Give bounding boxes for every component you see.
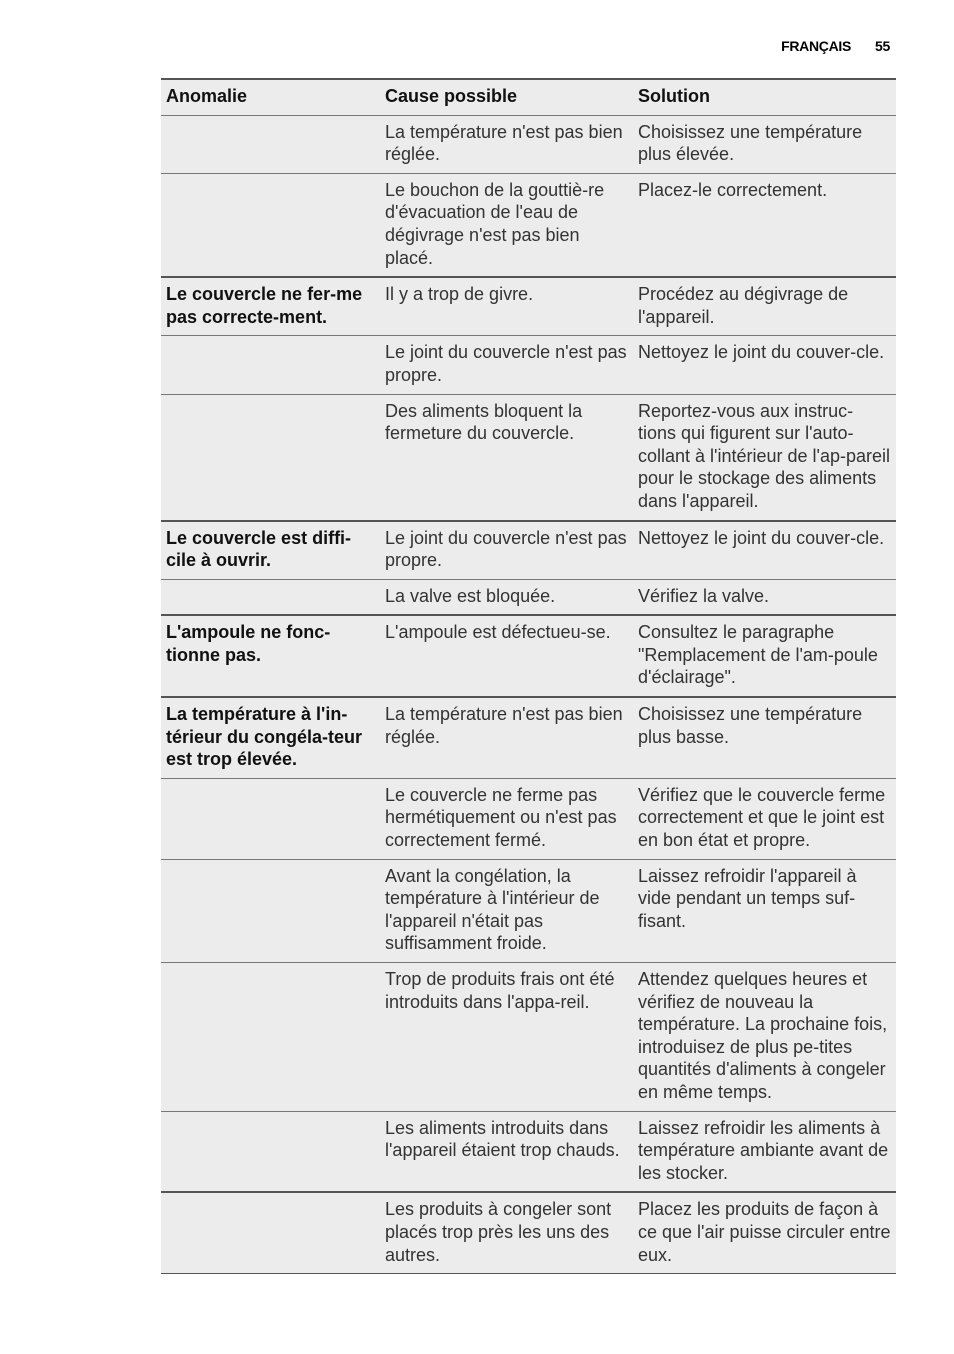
- solution-cell: Vérifiez la valve.: [633, 579, 896, 615]
- solution-cell: Laissez refroidir les aliments à température ambiante avant de les stocker.: [633, 1111, 896, 1192]
- table-row: [161, 778, 896, 859]
- column-header-solution: Solution: [633, 79, 896, 115]
- solution-cell: Vérifiez que le couvercle ferme correctement et que le joint est en bon état et propre.: [633, 778, 896, 859]
- cause-cell: Le couvercle ne ferme pas hermétiquement ou n'est pas correctement fermé.: [380, 778, 633, 859]
- cause-cell: Des aliments bloquent la fermeture du couvercle.: [380, 394, 633, 520]
- cause-cell: Le joint du couvercle n'est pas propre.: [380, 336, 633, 394]
- solution-cell: Procédez au dégivrage de l'appareil.: [633, 277, 896, 336]
- page-header: [781, 38, 890, 54]
- table-row: [161, 579, 896, 615]
- page-number: 55: [875, 38, 890, 54]
- cause-cell: Trop de produits frais ont été introduits dans l'appa-reil.: [380, 963, 633, 1112]
- table-row: [161, 394, 896, 520]
- troubleshooting-table: [161, 78, 896, 1274]
- cause-cell: Les aliments introduits dans l'appareil étaient trop chauds.: [380, 1111, 633, 1192]
- language-label: FRANÇAIS: [781, 38, 852, 54]
- anomaly-cell: [161, 579, 380, 615]
- cause-cell: La température n'est pas bien réglée.: [380, 115, 633, 173]
- anomaly-cell: [161, 1192, 380, 1273]
- anomaly-cell: L'ampoule ne fonc-tionne pas.: [161, 615, 380, 697]
- cause-cell: L'ampoule est défectueu-se.: [380, 615, 633, 697]
- cause-cell: La valve est bloquée.: [380, 579, 633, 615]
- table-row: [161, 336, 896, 394]
- anomaly-cell: [161, 859, 380, 962]
- table-header-row: [161, 79, 896, 115]
- anomaly-cell: [161, 394, 380, 520]
- anomaly-cell: [161, 173, 380, 277]
- column-header-anomaly: Anomalie: [161, 79, 380, 115]
- table-row: [161, 1192, 896, 1273]
- cause-cell: Le bouchon de la gouttiè-re d'évacuation de l'eau de dégivrage n'est pas bien placé.: [380, 173, 633, 277]
- cause-cell: Il y a trop de givre.: [380, 277, 633, 336]
- solution-cell: Consultez le paragraphe "Remplacement de l'am-poule d'éclairage".: [633, 615, 896, 697]
- table-row: [161, 859, 896, 962]
- column-header-cause: Cause possible: [380, 79, 633, 115]
- table-row: [161, 521, 896, 580]
- solution-cell: Placez les produits de façon à ce que l'air puisse circuler entre eux.: [633, 1192, 896, 1273]
- solution-cell: Attendez quelques heures et vérifiez de nouveau la température. La prochaine fois, introduisez de plus pe-tites quantités d'aliments à congeler en même temps.: [633, 963, 896, 1112]
- solution-cell: Choisissez une température plus élevée.: [633, 115, 896, 173]
- cause-cell: Les produits à congeler sont placés trop près les uns des autres.: [380, 1192, 633, 1273]
- solution-cell: Laissez refroidir l'appareil à vide pendant un temps suf-fisant.: [633, 859, 896, 962]
- anomaly-cell: [161, 963, 380, 1112]
- table-row: [161, 615, 896, 697]
- anomaly-cell: [161, 115, 380, 173]
- anomaly-cell: La température à l'in-térieur du congéla-teur est trop élevée.: [161, 697, 380, 778]
- table-row: [161, 963, 896, 1112]
- solution-cell: Placez-le correctement.: [633, 173, 896, 277]
- anomaly-cell: [161, 778, 380, 859]
- anomaly-cell: Le couvercle ne fer-me pas correcte-ment.: [161, 277, 380, 336]
- table-row: [161, 277, 896, 336]
- solution-cell: Choisissez une température plus basse.: [633, 697, 896, 778]
- solution-cell: Reportez-vous aux instruc-tions qui figurent sur l'auto-collant à l'intérieur de l'ap-pareil pour le stockage des aliments dans l'appareil.: [633, 394, 896, 520]
- cause-cell: Le joint du couvercle n'est pas propre.: [380, 521, 633, 580]
- anomaly-cell: Le couvercle est diffi-cile à ouvrir.: [161, 521, 380, 580]
- table-row: [161, 173, 896, 277]
- table-row: [161, 115, 896, 173]
- cause-cell: La température n'est pas bien réglée.: [380, 697, 633, 778]
- solution-cell: Nettoyez le joint du couver-cle.: [633, 521, 896, 580]
- table-row: [161, 697, 896, 778]
- table-row: [161, 1111, 896, 1192]
- anomaly-cell: [161, 336, 380, 394]
- solution-cell: Nettoyez le joint du couver-cle.: [633, 336, 896, 394]
- anomaly-cell: [161, 1111, 380, 1192]
- cause-cell: Avant la congélation, la température à l'intérieur de l'appareil n'était pas suffisamment froide.: [380, 859, 633, 962]
